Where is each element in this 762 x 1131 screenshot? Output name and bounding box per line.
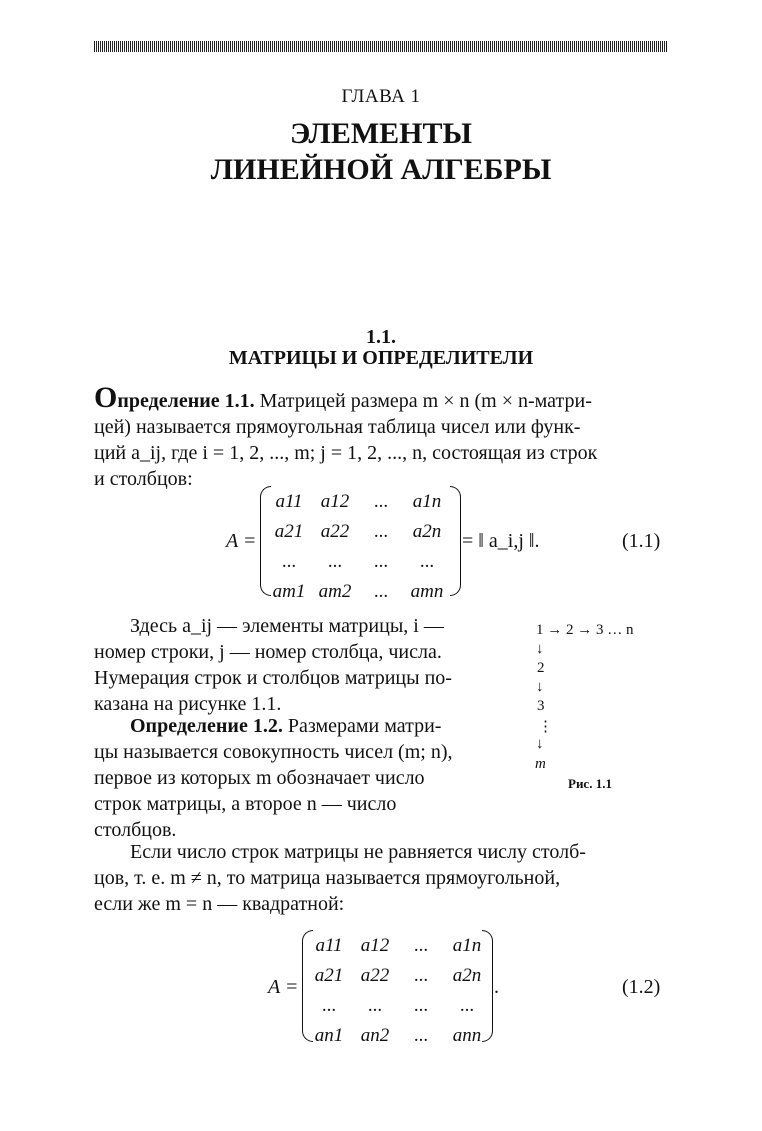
matrix-cell: ... bbox=[413, 1025, 429, 1046]
paragraph-line: если же m = n — квадратной: bbox=[94, 893, 345, 915]
figure-vertical-dots: ⋮ bbox=[538, 719, 553, 735]
matrix-cell: ... bbox=[321, 995, 337, 1016]
equation-number-1-2: (1.2) bbox=[622, 976, 661, 998]
section-number: 1.1. bbox=[366, 326, 396, 348]
matrix-cell: ... bbox=[419, 551, 435, 572]
figure-top-row: 1 → 2 → 3 … n bbox=[536, 622, 634, 638]
matrix-cell: a2n bbox=[452, 965, 482, 986]
top-rule-decoration bbox=[94, 41, 668, 52]
figure-arrow-down: ↓ bbox=[536, 736, 544, 752]
paragraph-line: казана на рисунке 1.1. bbox=[94, 693, 282, 715]
matrix-cell: an1 bbox=[314, 1025, 344, 1046]
matrix-cell: ... bbox=[413, 995, 429, 1016]
equation-number-1-1: (1.1) bbox=[622, 530, 661, 552]
chapter-label: ГЛАВА 1 bbox=[341, 86, 421, 107]
matrix-cell: a21 bbox=[314, 965, 344, 986]
definition-1-1-line-1 bbox=[94, 381, 668, 414]
definition-text: столбцов. bbox=[94, 819, 177, 841]
matrix-cell: ... bbox=[373, 491, 389, 512]
matrix-cell: a11 bbox=[315, 935, 343, 956]
paragraph-line: Здесь a_ij — элементы матрицы, i — bbox=[130, 615, 444, 637]
matrix-2-right-bracket bbox=[482, 930, 493, 1042]
matrix-1-rhs: = ‖ a_i,j ‖. bbox=[462, 530, 540, 552]
matrix-cell: am1 bbox=[272, 581, 306, 602]
definition-label: Определение 1.2. bbox=[130, 715, 283, 737]
figure-row-label: m bbox=[535, 756, 546, 772]
definition-text: строк матрицы, а второе n — число bbox=[94, 793, 397, 815]
matrix-cell: a1n bbox=[412, 491, 442, 512]
figure-row-label: 3 bbox=[537, 698, 545, 714]
figure-arrow-down: ↓ bbox=[536, 679, 544, 695]
chapter-title-line2: ЛИНЕЙНОЙ АЛГЕБРЫ bbox=[210, 153, 552, 186]
matrix-cell: a11 bbox=[275, 491, 303, 512]
matrix-cell: ... bbox=[459, 995, 475, 1016]
chapter-title-line1: ЭЛЕМЕНТЫ bbox=[290, 117, 472, 150]
paragraph-line: цов, т. е. m ≠ n, то матрица называется прямоугольной, bbox=[94, 867, 561, 889]
matrix-cell: am2 bbox=[318, 581, 352, 602]
matrix-cell: an2 bbox=[360, 1025, 390, 1046]
matrix-2-lhs: A = bbox=[268, 976, 299, 998]
definition-label: пределение 1.1. bbox=[117, 390, 255, 412]
chapter-title bbox=[0, 116, 762, 188]
definition-text: и столбцов: bbox=[94, 468, 193, 490]
definition-text: Размерами матри- bbox=[287, 715, 442, 737]
matrix-cell: amn bbox=[410, 581, 444, 602]
matrix-cell: a12 bbox=[360, 935, 390, 956]
definition-text: цей) называется прямоугольная таблица чисел или функ- bbox=[94, 416, 581, 438]
paragraph-line: Если число строк матрицы не равняется числу столб- bbox=[130, 841, 586, 863]
matrix-cell: ... bbox=[373, 551, 389, 572]
definition-1-1 bbox=[94, 381, 668, 492]
matrix-2-rhs: . bbox=[494, 976, 499, 998]
definition-text: первое из которых m обозначает число bbox=[94, 767, 425, 789]
matrix-cell: a22 bbox=[360, 965, 390, 986]
matrix-1-right-bracket bbox=[450, 486, 461, 596]
matrix-cell: ... bbox=[413, 965, 429, 986]
paragraph-indices bbox=[94, 613, 494, 717]
matrix-cell: a12 bbox=[320, 491, 350, 512]
definition-1-2 bbox=[94, 713, 494, 843]
matrix-cell: ann bbox=[452, 1025, 482, 1046]
paragraph-line: Нумерация строк и столбцов матрицы по- bbox=[94, 667, 452, 689]
figure-caption: Рис. 1.1 bbox=[568, 776, 612, 791]
matrix-cell: a1n bbox=[452, 935, 482, 956]
matrix-cell: ... bbox=[327, 551, 343, 572]
section-title: МАТРИЦЫ И ОПРЕДЕЛИТЕЛИ bbox=[228, 347, 534, 369]
definition-text: ций a_ij, где i = 1, 2, ..., m; j = 1, 2, ..., n, состоящая из строк bbox=[94, 442, 598, 464]
definition-text: Матрицей размера m × n (m × n-матри- bbox=[259, 390, 592, 412]
matrix-cell: ... bbox=[367, 995, 383, 1016]
matrix-1-lhs: A = bbox=[226, 530, 257, 552]
figure-arrow-down: ↓ bbox=[536, 641, 544, 657]
drop-initial: О bbox=[94, 381, 118, 414]
figure-row-label: 2 bbox=[537, 660, 545, 676]
matrix-cell: ... bbox=[373, 521, 389, 542]
matrix-2-grid bbox=[306, 934, 490, 1048]
matrix-1-grid bbox=[266, 490, 450, 604]
matrix-cell: a21 bbox=[274, 521, 304, 542]
paragraph-line: номер строки, j — номер столбца, числа. bbox=[94, 641, 442, 663]
matrix-cell: a22 bbox=[320, 521, 350, 542]
definition-1-2-line-1 bbox=[94, 713, 494, 739]
matrix-cell: a2n bbox=[412, 521, 442, 542]
definition-text: цы называется совокупность чисел (m; n), bbox=[94, 741, 453, 763]
matrix-cell: ... bbox=[413, 935, 429, 956]
paragraph-rect-square bbox=[94, 839, 668, 917]
matrix-cell: ... bbox=[373, 581, 389, 602]
matrix-cell: ... bbox=[281, 551, 297, 572]
